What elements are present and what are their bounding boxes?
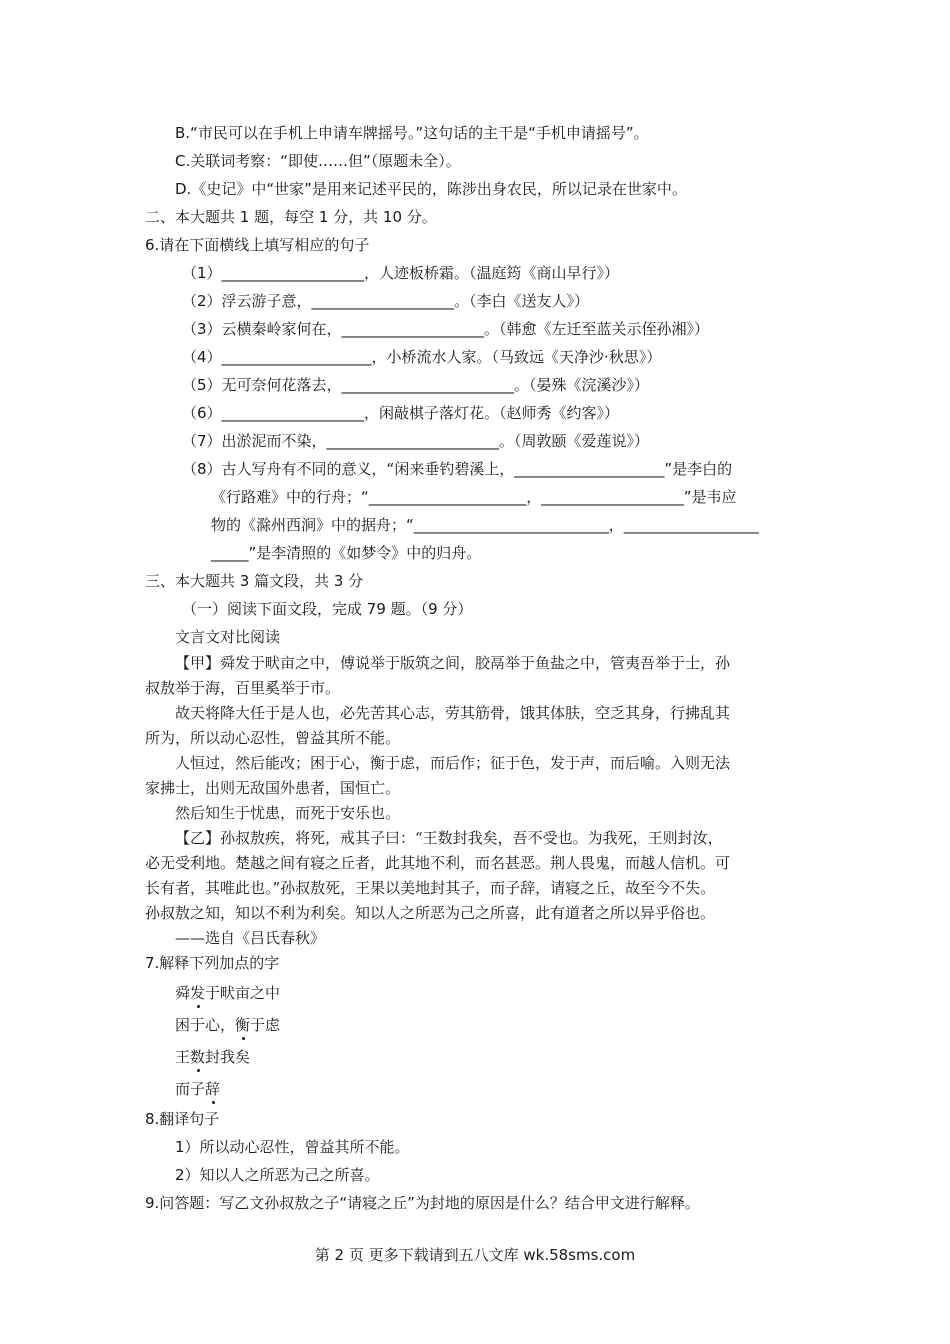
- passage-line: 然后知生于忧患，而死于安乐也。: [175, 804, 401, 822]
- q7-item-pre: 困于心，: [175, 1016, 236, 1034]
- passage-line: 故天将降大任于是人也，必先苦其心志，劳其筋骨，饿其体肤，空乏其身，行拂乱其: [175, 704, 731, 722]
- fill-item-5: （5）无可奈何花落去，_______________________。（晏殊《浣溪沙》）: [182, 376, 650, 394]
- page-footer: 第 2 页 更多下载请到五八文库 wk.58sms.com: [314, 1246, 636, 1264]
- q7-item-pre: 而子: [175, 1080, 206, 1098]
- q8-item-1: 1）所以动心忍性，曾益其所不能。: [175, 1138, 410, 1156]
- fill-item-8-line3: 物的《滁州西涧》中的据舟；“__________________________，__________________: [211, 516, 759, 534]
- option-b: B.“市民可以在手机上申请车牌摇号。”这句话的主干是“手机申请摇号”。: [175, 124, 649, 142]
- passage-line: 家拂士，出则无敌国外患者，国恒亡。: [145, 779, 401, 797]
- fill-item-1: （1）___________________，人迹板桥霜。（温庭筠《商山早行》）: [182, 264, 620, 282]
- section2-header: 二、本大题共 1 题，每空 1 分，共 10 分。: [145, 208, 437, 226]
- q9-question: 9.问答题：写乙文孙叔敖之子“请寝之丘”为封地的原因是什么？结合甲文进行解释。: [145, 1194, 700, 1212]
- fill-item-4: （4）____________________，小桥流水人家。（马致远《天净沙·秋思》）: [182, 348, 662, 366]
- q8-item-2: 2）知以人之所恶为己之所喜。: [175, 1166, 380, 1184]
- q7-item-2: [175, 1014, 280, 1036]
- option-d: D.《史记》中“世家”是用来记述平民的，陈涉出身农民，所以记录在世家中。: [175, 180, 687, 198]
- q7-item-1: [175, 982, 280, 1004]
- fill-item-7: （7）出淤泥而不染，_______________________。（周敦颐《爱莲说》）: [182, 432, 650, 450]
- fill-item-8-line4: _____”是李清照的《如梦令》中的归舟。: [211, 544, 482, 562]
- passage-line: 所为，所以动心忍性，曾益其所不能。: [145, 729, 401, 747]
- q7-item-3: [175, 1046, 250, 1068]
- passage-line: 长有者，其唯此也。”孙叔敖死，王果以美地封其子，而子辞，请寝之丘，故至今不失。: [145, 879, 716, 897]
- passage-line: 人恒过，然后能改；困于心，衡于虑，而后作；征于色，发于声，而后喻。入则无法: [175, 754, 731, 772]
- q7-item-pre: 王: [175, 1048, 191, 1066]
- q8-title: 8.翻译句子: [145, 1110, 220, 1128]
- q7-item-4: [175, 1078, 220, 1100]
- q7-item-pre: 舜: [175, 984, 191, 1002]
- passage-line: 叔敖举于海，百里奚举于市。: [145, 679, 341, 697]
- fill-item-2: （2）浮云游子意，___________________。（李白《送友人》）: [182, 292, 590, 310]
- q7-item-post: 封我矣: [205, 1048, 251, 1066]
- fill-item-8-line2: 《行路难》中的行舟；“_____________________，___________________”是韦应: [211, 488, 737, 506]
- q7-item-post: 于虑: [250, 1016, 281, 1034]
- dotted-char: 辞: [205, 1080, 221, 1098]
- section3-header: 三、本大题共 3 篇文段，共 3 分: [145, 572, 364, 590]
- dotted-char: 数: [190, 1048, 206, 1066]
- passage-line: 必无受利地。楚越之间有寝之丘者，此其地不利，而名甚恶。荆人畏鬼，而越人信机。可: [145, 854, 731, 872]
- reading-title: 文言文对比阅读: [175, 628, 281, 646]
- passage-line: 孙叔敖之知，知以不利为利矣。知以人之所恶为己之所喜，此有道者之所以异乎俗也。: [145, 904, 716, 922]
- q6-title: 6.请在下面横线上填写相应的句子: [145, 236, 370, 254]
- section3-subheader: （一）阅读下面文段，完成 79 题。（9 分）: [182, 600, 473, 618]
- dotted-char: 衡: [235, 1016, 251, 1034]
- fill-item-6: （6）___________________，闲敲棋子落灯花。（赵师秀《约客》）: [182, 404, 620, 422]
- option-c: C.关联词考察：“即使……但”（原题未全）。: [175, 152, 461, 170]
- q7-title: 7.解释下列加点的字: [145, 954, 280, 972]
- passage-line: 【乙】孙叔敖疾，将死，戒其子曰：“王数封我矣，吾不受也。为我死，王则封汝，: [175, 829, 723, 847]
- q7-item-post: 于畎亩之中: [205, 984, 281, 1002]
- passage-source: ——选自《吕氏春秋》: [175, 929, 326, 947]
- fill-item-8-line1: （8）古人写舟有不同的意义，“闲来垂钓碧溪上，____________________”是李白的: [182, 460, 733, 478]
- fill-item-3: （3）云横秦岭家何在，___________________。（韩愈《左迁至蓝关示侄孙湘》）: [182, 320, 710, 338]
- dotted-char: 发: [190, 984, 206, 1002]
- passage-line: 【甲】舜发于畎亩之中，傅说举于版筑之间，胶鬲举于鱼盐之中，管夷吾举于士，孙: [175, 654, 731, 672]
